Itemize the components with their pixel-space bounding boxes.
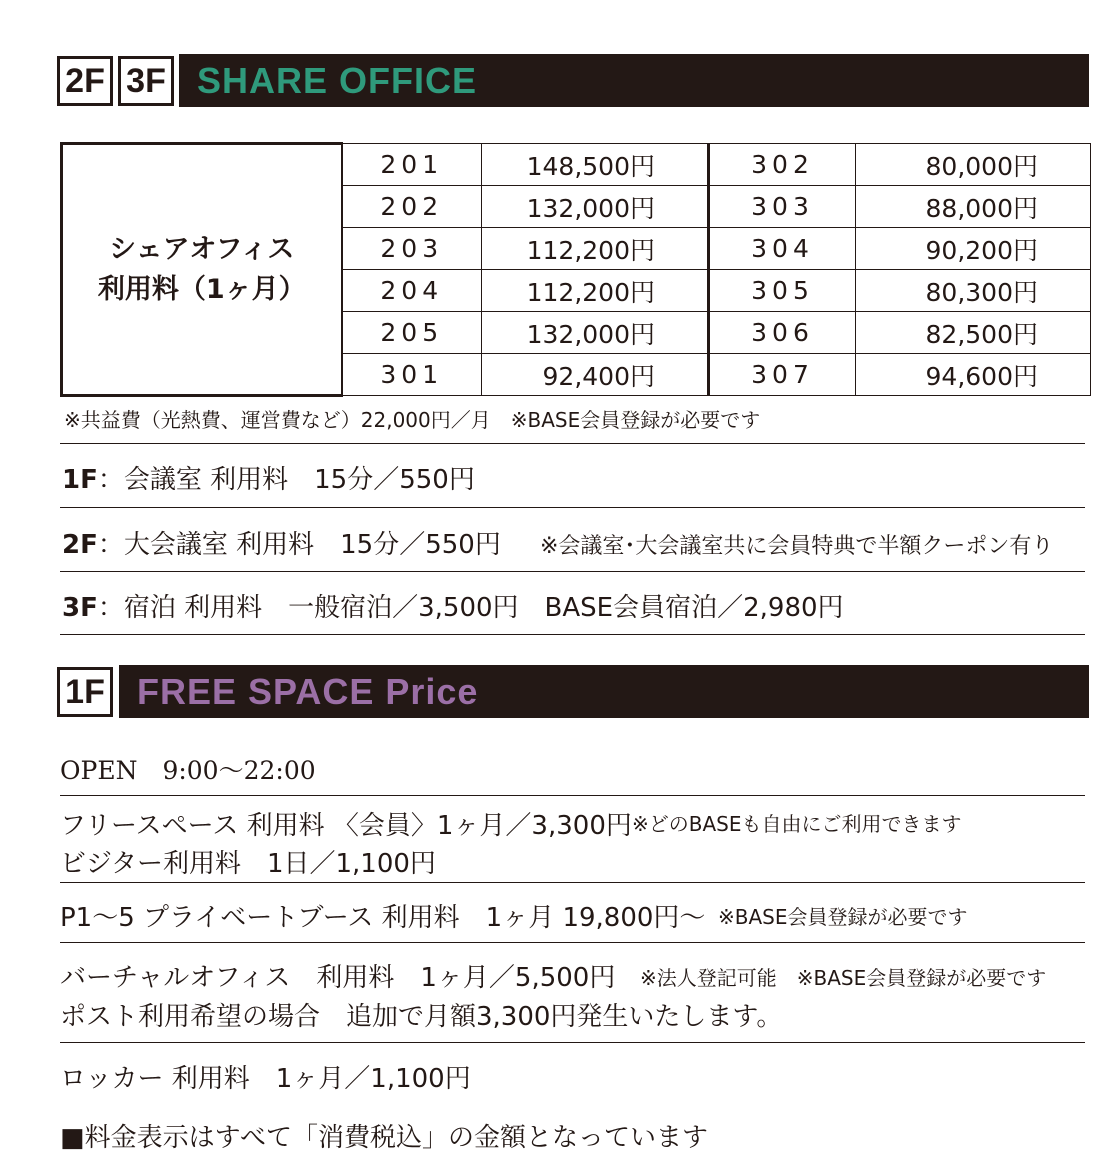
table-label-line2: 利用料（1ヶ月） <box>97 273 306 305</box>
room-price: 92,400円 <box>482 354 709 396</box>
room-price: 82,500円 <box>856 312 1091 354</box>
open-hours: OPEN 9:00〜22:00 <box>60 756 316 785</box>
floor-label: 3F <box>62 593 98 623</box>
stay-3f <box>62 587 844 624</box>
divider <box>60 507 1085 508</box>
room-price: 112,200円 <box>482 270 709 312</box>
divider <box>60 882 1085 883</box>
meeting-room-1f-text: ：会議室 利用料 15分／550円 <box>97 465 475 495</box>
private-booth-note: ※BASE会員登録が必要です <box>718 905 968 929</box>
room-price: 112,200円 <box>482 228 709 270</box>
divider <box>60 571 1085 572</box>
room-price: 88,000円 <box>856 186 1091 228</box>
share-office-note: ※共益費（光熱費、運営費など）22,000円／月 ※BASE会員登録が必要です <box>64 408 761 432</box>
divider <box>60 942 1085 943</box>
private-booth-fee: P1〜5 プライベートブース 利用料 1ヶ月 19,800円〜 <box>60 903 706 933</box>
table-row <box>62 144 1091 186</box>
freespace-note: ※どのBASEも自由にご利用できます <box>632 812 962 836</box>
room-number: 204 <box>342 270 482 312</box>
room-number: 301 <box>342 354 482 396</box>
room-price: 132,000円 <box>482 312 709 354</box>
post-service-note: ポスト利用希望の場合 追加で月額3,300円発生いたします。 <box>60 1002 783 1032</box>
divider <box>60 443 1085 444</box>
divider <box>60 634 1085 635</box>
virtual-office-fee: バーチャルオフィス 利用料 1ヶ月／5,500円 <box>60 963 616 993</box>
tax-note: ■料金表示はすべて「消費税込」の金額となっています <box>60 1123 709 1153</box>
stay-3f-text: ：宿泊 利用料 一般宿泊／3,500円 BASE会員宿泊／2,980円 <box>97 593 844 623</box>
room-number: 205 <box>342 312 482 354</box>
floor-badge-2f: 2F <box>57 56 113 106</box>
share-office-title-bar <box>179 54 1089 107</box>
room-number: 203 <box>342 228 482 270</box>
room-number: 201 <box>342 144 482 186</box>
room-number: 304 <box>709 228 856 270</box>
share-office-price-table <box>60 142 1091 397</box>
free-space-title-bar <box>119 665 1089 718</box>
table-label <box>62 144 342 396</box>
room-number: 307 <box>709 354 856 396</box>
visitor-fee: ビジター利用料 1日／1,100円 <box>60 849 436 879</box>
room-price: 94,600円 <box>856 354 1091 396</box>
meeting-room-2f <box>62 524 501 561</box>
floor-label: 2F <box>62 530 98 560</box>
floor-badge-3f: 3F <box>118 56 174 106</box>
floor-label: 1F <box>62 465 98 495</box>
free-space-title: FREE SPACE Price <box>137 670 479 712</box>
room-number: 306 <box>709 312 856 354</box>
room-number: 202 <box>342 186 482 228</box>
share-office-title: SHARE OFFICE <box>197 59 478 101</box>
locker-fee: ロッカー 利用料 1ヶ月／1,100円 <box>60 1064 471 1094</box>
room-price: 80,000円 <box>856 144 1091 186</box>
room-number: 303 <box>709 186 856 228</box>
floor-badge-1f: 1F <box>57 667 113 717</box>
meeting-room-1f <box>62 459 475 496</box>
divider <box>60 795 1085 796</box>
room-price: 90,200円 <box>856 228 1091 270</box>
room-number: 305 <box>709 270 856 312</box>
room-price: 148,500円 <box>482 144 709 186</box>
room-price: 132,000円 <box>482 186 709 228</box>
freespace-fee: フリースペース 利用料 〈会員〉1ヶ月／3,300円 <box>60 811 632 841</box>
meeting-room-2f-text: ：大会議室 利用料 15分／550円 <box>97 530 501 560</box>
room-price: 80,300円 <box>856 270 1091 312</box>
virtual-office-note: ※法人登記可能 ※BASE会員登録が必要です <box>640 966 1047 990</box>
room-number: 302 <box>709 144 856 186</box>
meeting-room-2f-note: ※会議室･大会議室共に会員特典で半額クーポン有り <box>540 534 1054 559</box>
divider <box>60 1042 1085 1043</box>
table-label-line1: シェアオフィス <box>109 234 295 266</box>
